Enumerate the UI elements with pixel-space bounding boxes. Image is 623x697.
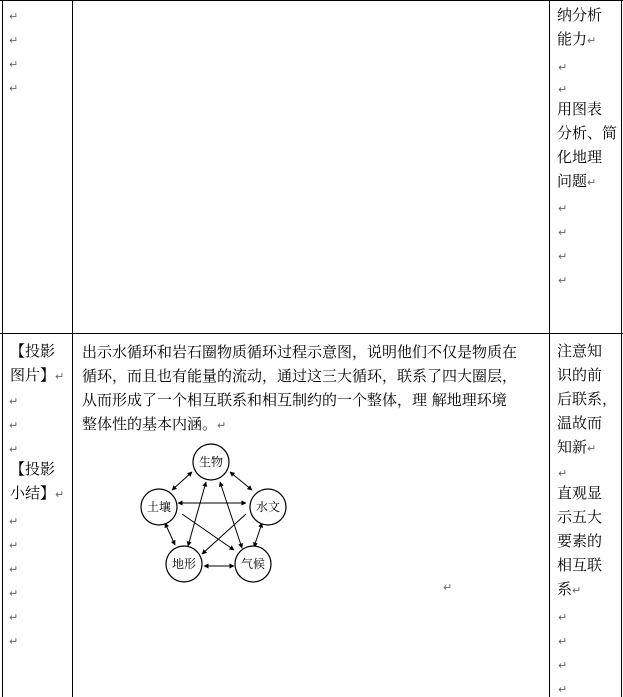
paragraph-mark: ↵ [55,488,65,501]
row1-right-line: 纳分析 [557,6,603,24]
row2-left-line-text: 图片】 [10,366,56,384]
row2-right-line: 要素的 [557,532,603,550]
paragraph-mark: ↵ [558,202,568,215]
paragraph-mark: ↵ [9,10,19,23]
paragraph-mark: ↵ [9,82,19,95]
body-paragraph-line-text: 整体性的基本内涵。 [82,415,218,433]
row2-left-line [10,482,64,506]
link-shui-qihou [254,523,262,547]
row2-left-line: 【投影 [10,460,56,478]
paragraph-mark: ↵ [9,395,19,408]
paragraph-mark: ↵ [558,83,568,96]
paragraph-mark: ↵ [9,34,19,47]
node-label-dixing: 地形 [171,557,197,571]
node-label-shui: 水文 [255,500,281,514]
row1-right-line [557,170,596,194]
row1-right-line: 用图表 [557,100,603,118]
paragraph-mark: ↵ [9,419,19,432]
paragraph-mark: ↵ [9,443,19,456]
paragraph-mark: ↵ [55,370,65,383]
paragraph-mark: ↵ [443,581,453,594]
row1-right-line-text: 能力 [557,30,588,48]
paragraph-mark: ↵ [9,635,19,648]
paragraph-mark: ↵ [217,419,227,432]
link-shui-dixing [202,514,246,554]
row2-left-line-text: 小结】 [10,484,56,502]
link-tu-dixing [165,523,175,545]
row2-right-line: 识的前 [557,366,603,384]
table-left-border [2,0,3,697]
row2-right-line: 直观显 [557,484,603,502]
table-column-divider-1 [72,0,73,697]
paragraph-mark: ↵ [587,34,597,47]
paragraph-mark: ↵ [587,176,597,189]
paragraph-mark: ↵ [558,683,568,696]
paragraph-mark: ↵ [9,58,19,71]
link-shengwu-tu [172,472,192,490]
body-paragraph-line: 从而形成了一个相互联系和相互制约的一个整体，理 解地理环境 [82,391,507,409]
paragraph-mark: ↵ [558,659,568,672]
link-shengwu-dixing [188,482,206,546]
paragraph-mark: ↵ [9,539,19,552]
paragraph-mark: ↵ [558,467,568,480]
node-label-tu: 土壤 [146,500,172,514]
table-right-border [621,0,622,697]
paragraph-mark: ↵ [587,442,597,455]
row2-right-line: 后联系， [557,390,618,408]
table-top-border [0,0,623,1]
row2-right-line [557,578,581,602]
row2-right-line-text: 系 [557,580,573,598]
paragraph-mark: ↵ [9,563,19,576]
paragraph-mark: ↵ [9,587,19,600]
table-row-divider [0,333,623,334]
row1-right-line: 化地理 [557,148,603,166]
row1-right-line: 分析、简 [557,124,618,142]
body-paragraph-line: 出示水循环和岩石圈物质循环过程示意图，说明他们不仅是物质在 [82,343,518,361]
row1-right-line [557,28,596,52]
row2-right-line: 相互联 [557,556,603,574]
node-label-shengwu: 生物 [198,455,224,469]
row1-right-line-text: 问题 [557,172,588,190]
table-column-divider-2 [549,0,550,697]
body-paragraph-line [82,412,226,438]
row2-right-line: 温故而 [557,414,603,432]
paragraph-mark: ↵ [558,226,568,239]
body-paragraph-line: 循环，而且也有能量的流动，通过这三大循环，联系了四大圈层， [82,367,518,385]
geography-elements-diagram [132,440,292,590]
paragraph-mark: ↵ [558,635,568,648]
row2-right-line-text: 知新 [557,438,588,456]
paragraph-mark: ↵ [558,611,568,624]
link-shengwu-qihou [220,482,242,548]
paragraph-mark: ↵ [558,274,568,287]
link-shengwu-shui [230,472,252,490]
row2-left-line: 【投影 [10,342,56,360]
paragraph-mark: ↵ [558,250,568,263]
paragraph-mark: ↵ [558,61,568,74]
row2-right-line [557,436,596,460]
paragraph-mark: ↵ [9,611,19,624]
paragraph-mark: ↵ [9,515,19,528]
row2-right-line: 注意知 [557,342,603,360]
row2-left-line [10,364,64,388]
node-label-qihou: 气候 [240,557,266,571]
paragraph-mark: ↵ [572,584,582,597]
row2-right-line: 示五大 [557,508,603,526]
